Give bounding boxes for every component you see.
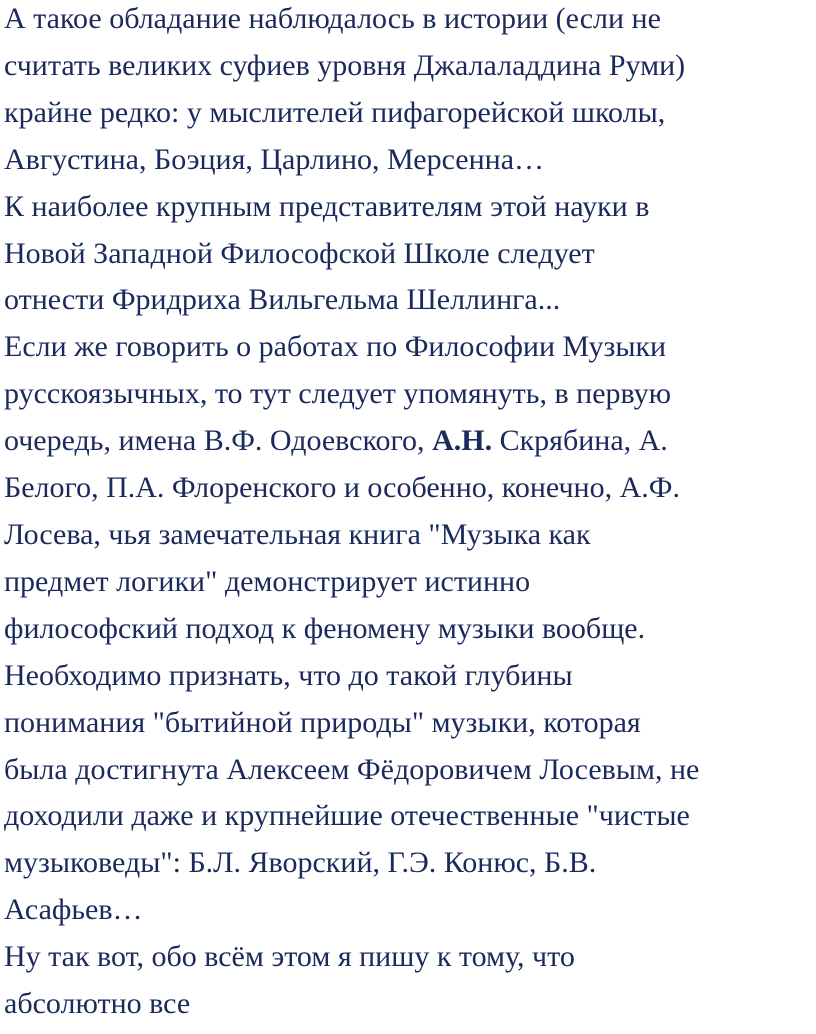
text-line: считать великих суфиев уровня Джалаладдина Руми) [4,48,686,82]
text-line: К наиболее крупным представителям этой науки в [4,189,650,223]
text-line: доходили даже и крупнейшие отечественные "чистые [4,799,690,833]
text-segment: Скрябина, А. [492,424,668,458]
text-line: философский подход к феномену музыки вообще. [4,611,646,645]
text-line: Августина, Боэция, Царлино, Мерсенна… [4,142,545,176]
text-line-mixed [4,418,812,465]
text-line: Новой Западной Философской Школе следует [4,236,595,270]
text-line: Белого, П.А. Флоренского и особенно, конечно, А.Ф. [4,471,680,505]
text-line: абсолютно все [4,987,191,1021]
text-line: Асафьев… [4,893,143,927]
text-line: Необходимо признать, что до такой глубины [4,658,573,692]
text-line: Если же говорить о работах по Философии Музыки [4,330,667,364]
text-line: предмет логики" демонстрирует истинно [4,564,531,598]
text-line: русскоязычных, то тут следует упомянуть, в первую [4,377,672,411]
text-line: А такое обладание наблюдалось в истории (если не [4,2,661,35]
text-line: крайне редко: у мыслителей пифагорейской школы, [4,95,666,129]
text-line: понимания "бытийной природы" музыки, которая [4,705,641,739]
text-line: Лосева, чья замечательная книга "Музыка как [4,517,591,551]
text-line: музыковеды": Б.Л. Яворский, Г.Э. Конюс, Б.В. [4,846,597,880]
text-line: отнести Фридриха Вильгельма Шеллинга... [4,283,561,317]
text-line: была достигнута Алексеем Фёдоровичем Лосевым, не [4,752,700,786]
bold-initials: А.Н. [432,424,493,458]
text-segment: очередь, имена В.Ф. Одоевского, [4,424,433,458]
text-line: Ну так вот, обо всём этом я пишу к тому, что [4,940,575,974]
